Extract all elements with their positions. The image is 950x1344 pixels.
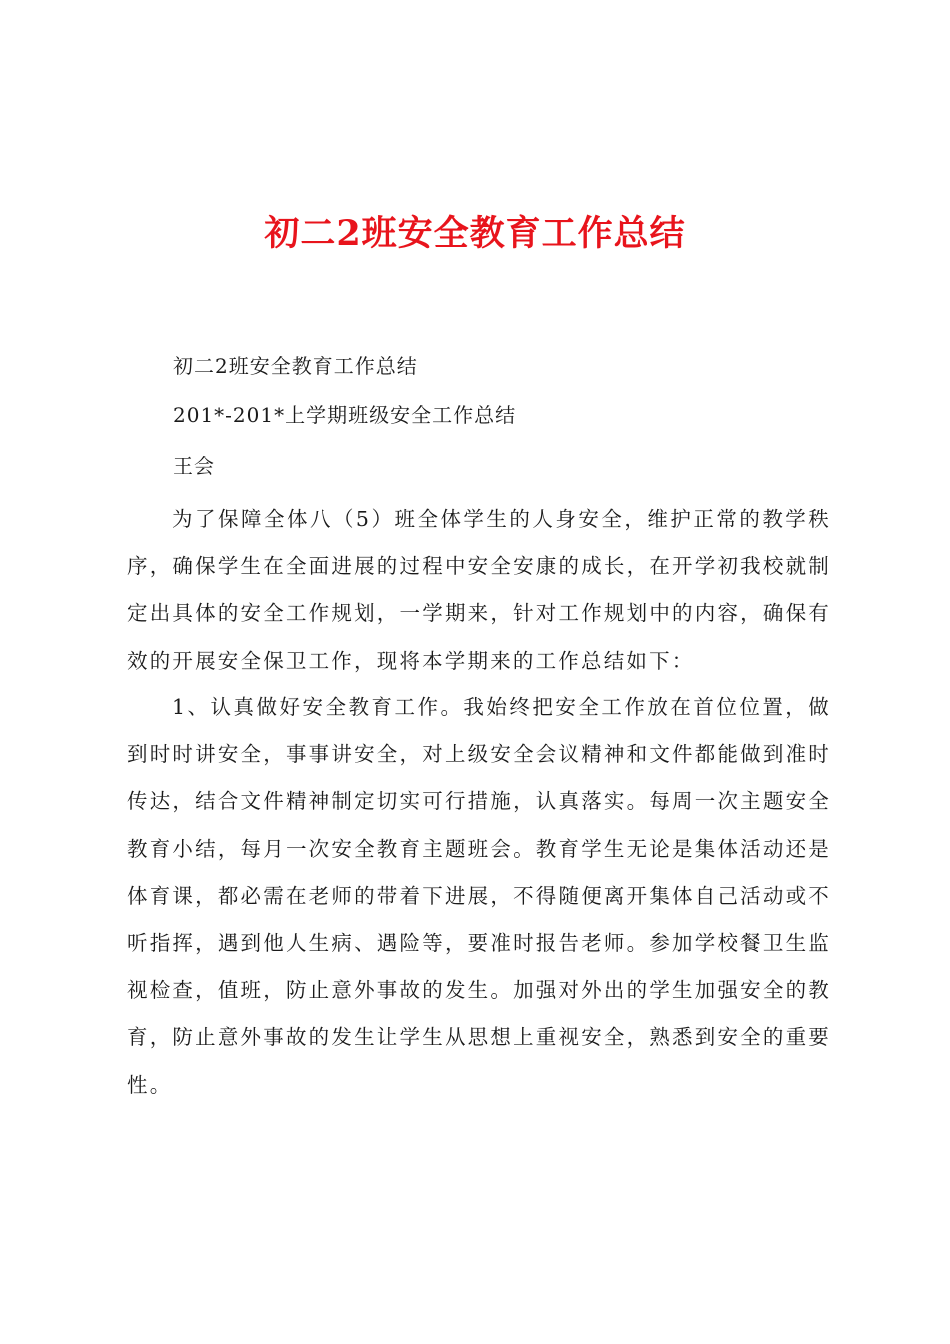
paragraph-intro: 为了保障全体八（5）班全体学生的人身安全，维护正常的教学秩序，确保学生在全面进展的过程中安全安康的成长，在开学初我校就制定出具体的安全工作规划，一学期来，针对工作规划中的内容，确保有效的开展安全保卫工作，现将本学期来的工作总结如下： bbox=[127, 507, 831, 673]
document-title: 初二2班安全教育工作总结 bbox=[264, 213, 686, 254]
subtitle-line: 初二2班安全教育工作总结 bbox=[173, 354, 418, 378]
period-line: 201*-201*上学期班级安全工作总结 bbox=[173, 403, 517, 427]
paragraph-safety-education: 1、认真做好安全教育工作。我始终把安全工作放在首位位置，做到时时讲安全，事事讲安全，对上级安全会议精神和文件都能做到准时传达，结合文件精神制定切实可行措施，认真落实。每周一次主题安全教育小结，每月一次安全教育主题班会。教育学生无论是集体活动还是体育课，都必需在老师的带着下进展，不得随便离开集体自己活动或不听指挥，遇到他人生病、遇险等，要准时报告老师。参加学校餐卫生监视检查，值班，防止意外事故的发生。加强对外出的学生加强安全的教育，防止意外事故的发生让学生从思想上重视安全，熟悉到安全的重要性。 bbox=[127, 695, 831, 1097]
author-line: 王会 bbox=[173, 454, 215, 478]
